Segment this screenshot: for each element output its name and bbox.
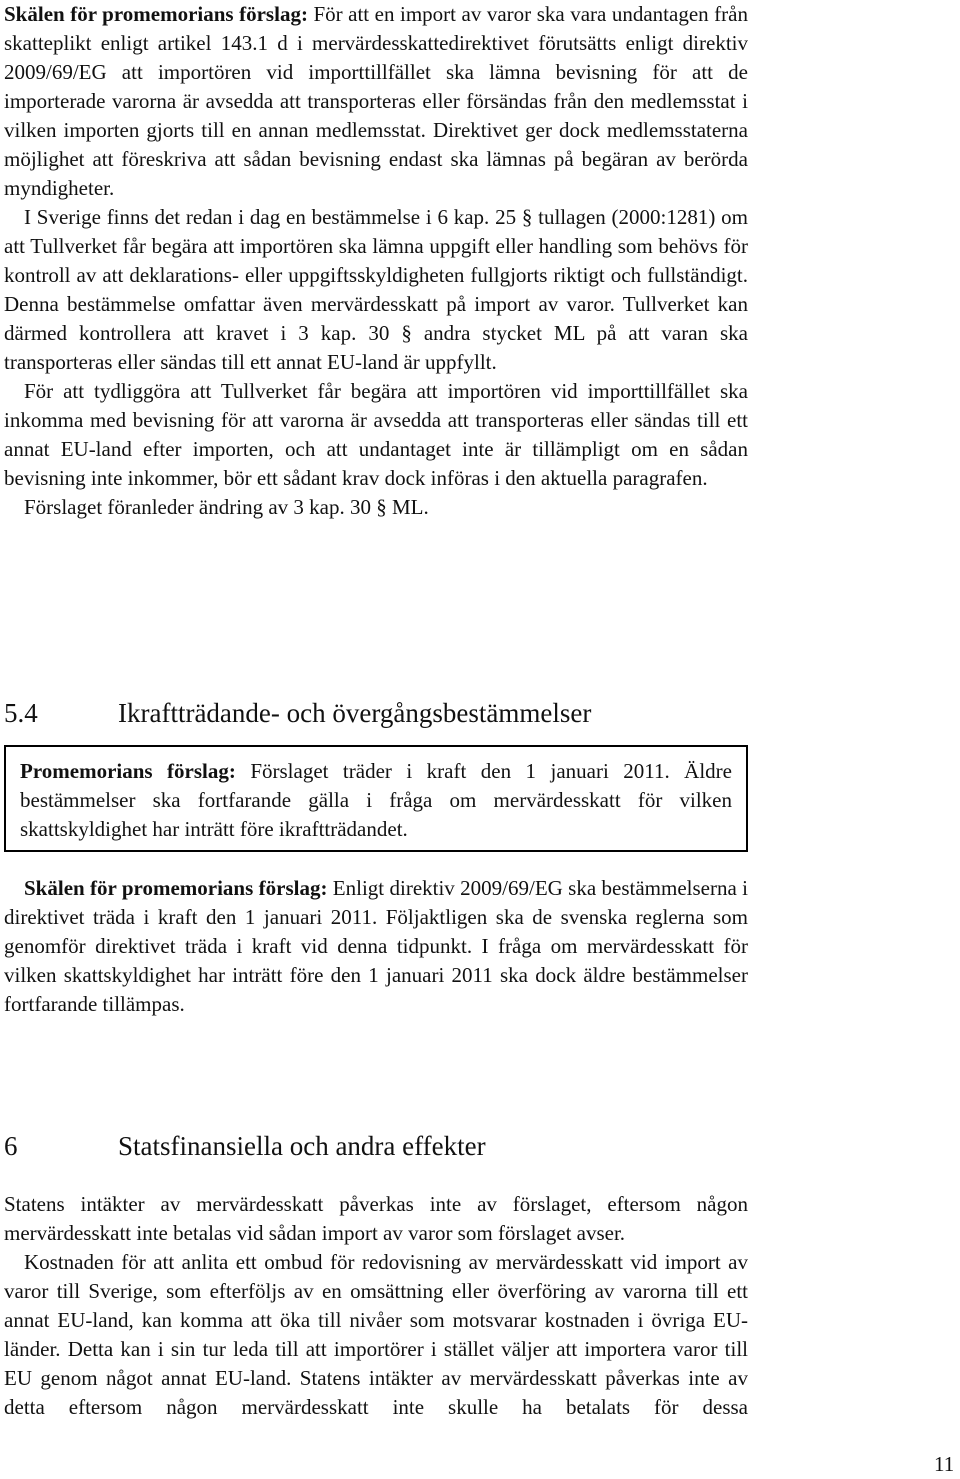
proposal-box-text xyxy=(20,757,732,844)
heading-6 xyxy=(4,1130,486,1162)
paragraph-1 xyxy=(4,0,748,203)
heading-5-4-title: Ikraftträdande- och övergångsbestämmelser xyxy=(118,698,592,728)
paragraph-2: I Sverige finns det redan i dag en bestämmelse i 6 kap. 25 § tullagen (2000:1281) om att Tullverket får begära att importören ska lämna uppgift eller handling som behövs för kontroll av att deklarations- eller uppgiftsskyldigheten fullgjorts riktigt och fullständigt. Denna bestämmelse omfattar även mervärdesskatt på import av varor. Tullverket kan därmed kontrollera att kravet i 3 kap. 30 § andra stycket ML på att varan ska transporteras eller sändas till ett annat EU-land är uppfyllt. xyxy=(4,205,748,374)
proposal-box-lead: Promemorians förslag: xyxy=(20,759,236,783)
heading-6-number: 6 xyxy=(4,1131,18,1161)
paragraph-3: För att tydliggöra att Tullverket får begära att importören vid importtillfället ska inkomma med bevisning för att varorna är avsedda att transporteras eller sändas till ett annat EU-land efter importen, och att undantaget inte är tillämpligt om en sådan bevisning inte inkommer, bör ett sådant krav dock införas i den aktuella paragrafen. xyxy=(4,379,748,490)
section-1-text xyxy=(4,0,748,522)
paragraph-5-4-reasons xyxy=(4,874,748,1019)
paragraph-1-text: För att en import av varor ska vara undantagen från skatteplikt enligt artikel 143.1 d i mervärdesskattedirektivet förutsätts enligt direktiv 2009/69/EG att importören vid importtillfället ska lämna bevisning för att de importerade varorna är avsedda att transporteras eller försändas från den medlemsstat i vilken importen gjorts till en annan medlemsstat. Direktivet ger dock medlemsstaterna möjlighet att föreskriva att sådan bevisning endast ska lämnas på begäran av berörda myndigheter. xyxy=(4,2,748,200)
section-5-4-text xyxy=(4,874,748,1019)
heading-6-title: Statsfinansiella och andra effekter xyxy=(118,1131,486,1161)
paragraph-5-4-lead: Skälen för promemorians förslag: xyxy=(24,876,328,900)
section-6-text xyxy=(4,1190,748,1422)
heading-5-4 xyxy=(4,697,591,729)
heading-5-4-number: 5.4 xyxy=(4,698,38,728)
proposal-box xyxy=(4,745,748,852)
paragraph-5-4-text: Enligt direktiv 2009/69/EG ska bestämmelserna i direktivet träda i kraft den 1 januari 2011. Följaktligen ska de svenska reglerna som genomför direktivet träda i kraft vid denna tidpunkt. I fråga om mervärdesskatt för vilken skattskyldighet har inträtt före den 1 januari 2011 ska dock äldre bestämmelser fortfarande tillämpas. xyxy=(4,876,748,1016)
paragraph-1-lead: Skälen för promemorians förslag: xyxy=(4,2,308,26)
paragraph-4: Förslaget föranleder ändring av 3 kap. 30 § ML. xyxy=(24,495,429,519)
page-number: 11 xyxy=(934,1452,955,1476)
proposal-box-body: Förslaget träder i kraft den 1 januari 2011. Äldre bestämmelser ska fortfarande gälla i fråga om mervärdesskatt för vilken skattskyldighet har inträtt före ikraftträdandet. xyxy=(20,759,732,841)
paragraph-6-2: Kostnaden för att anlita ett ombud för redovisning av mervärdesskatt vid import av varor till Sverige, som efterföljs av en omsättning eller överföring av varorna till ett annat EU-land, kan komma att öka till nivåer som motsvarar kostnaden i övriga EU-länder. Detta kan i sin tur leda till att importörer i stället väljer att importera varor till EU genom något annat EU-land. Statens intäkter av mervärdesskatt påverkas inte av detta eftersom någon mervärdesskatt inte skulle ha betalats för dessa xyxy=(4,1250,748,1419)
paragraph-6-1: Statens intäkter av mervärdesskatt påverkas inte av förslaget, eftersom någon mervärdesskatt inte betalas vid sådan import av varor som förslaget avser. xyxy=(4,1192,748,1245)
